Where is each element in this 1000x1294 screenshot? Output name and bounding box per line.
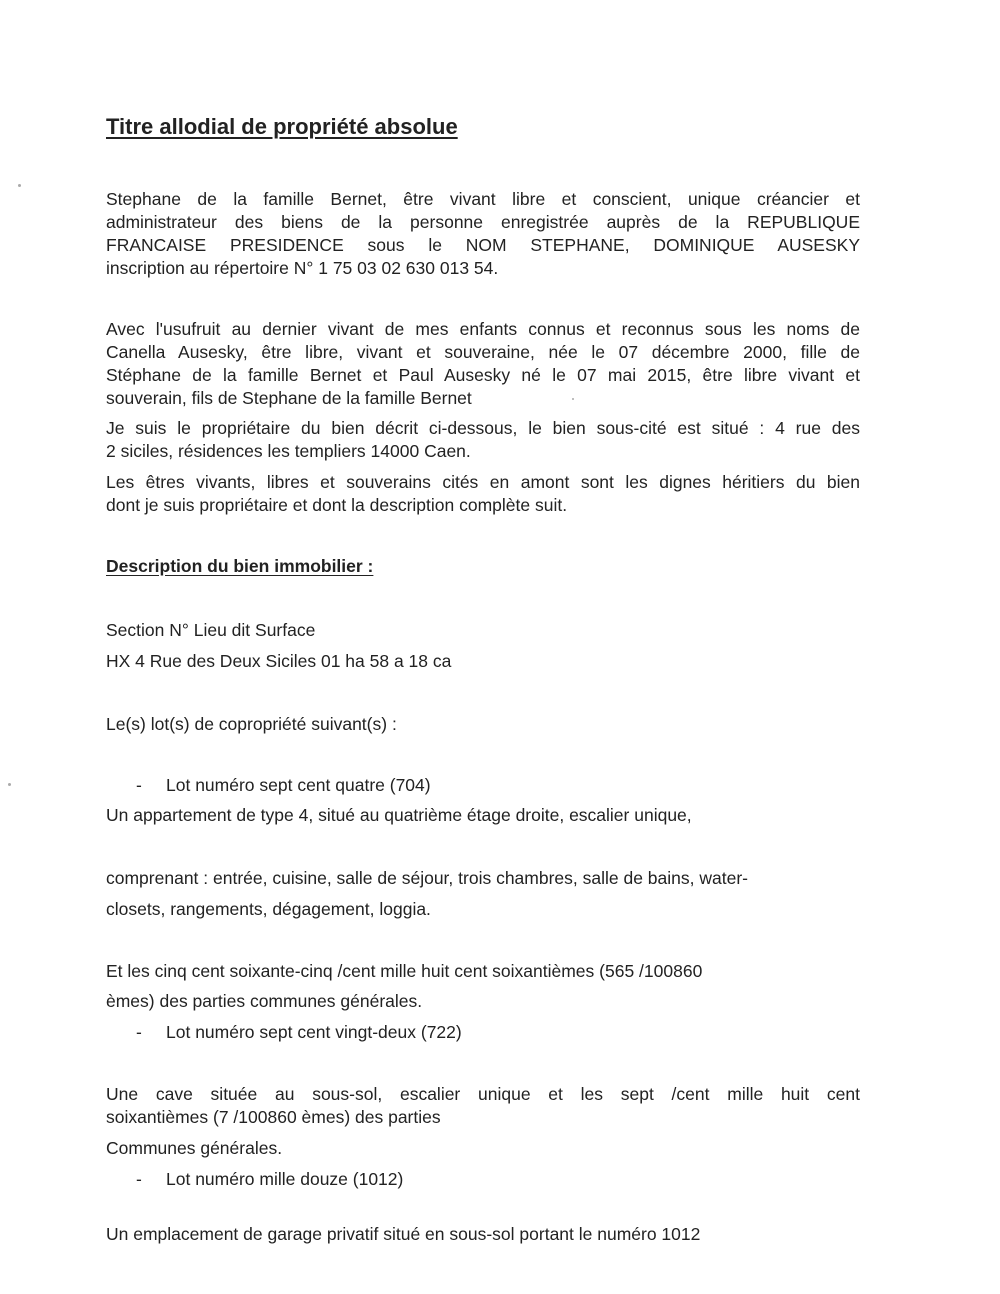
lots-intro: Le(s) lot(s) de copropriété suivant(s) : (106, 714, 397, 734)
intro-line-4: inscription au répertoire N° 1 75 03 02 630 013 54. (106, 258, 499, 278)
scan-speck (8, 783, 11, 786)
lot3-description: Un emplacement de garage privatif situé en sous-sol portant le numéro 1012 (106, 1224, 701, 1244)
scan-speck (18, 184, 21, 187)
usufruct-line-2: Canella Ausesky, être libre, vivant et souveraine, née le 07 décembre 2000, fille de (106, 342, 860, 362)
usufruct-line-3: Stéphane de la famille Bernet et Paul Ausesky né le 07 mai 2015, être libre vivant et (106, 365, 860, 385)
lot2-description-line-3: Communes générales. (106, 1138, 283, 1158)
lot2-title: Lot numéro sept cent vingt-deux (722) (166, 1022, 462, 1042)
scan-speck (572, 398, 574, 400)
lot3-bullet: - (136, 1169, 142, 1189)
lot3-title: Lot numéro mille douze (1012) (166, 1169, 404, 1189)
usufruct-line-4: souverain, fils de Stephane de la famille Bernet (106, 388, 472, 408)
owner-line-2: 2 siciles, résidences les templiers 14000 Caen. (106, 441, 471, 461)
lot2-description-line-1: Une cave située au sous-sol, escalier unique et les sept /cent mille huit cent (106, 1084, 860, 1104)
intro-line-1: Stephane de la famille Bernet, être vivant libre et conscient, unique créancier et (106, 189, 860, 209)
lot1-title: Lot numéro sept cent quatre (704) (166, 775, 431, 795)
heirs-line-1: Les êtres vivants, libres et souverains cités en amont sont les dignes héritiers du bien (106, 472, 860, 492)
section-header: Section N° Lieu dit Surface (106, 620, 316, 640)
heirs-line-2: dont je suis propriétaire et dont la description complète suit. (106, 495, 568, 515)
lot2-description-line-2: soixantièmes (7 /100860 èmes) des parties (106, 1107, 441, 1127)
lot1-rooms-line-1: comprenant : entrée, cuisine, salle de séjour, trois chambres, salle de bains, water- (106, 868, 748, 888)
lot1-share-line-2: èmes) des parties communes générales. (106, 991, 423, 1011)
intro-line-3: FRANCAISE PRESIDENCE sous le NOM STEPHANE, DOMINIQUE AUSESKY (106, 235, 860, 255)
description-heading: Description du bien immobilier : (106, 556, 374, 576)
intro-line-2: administrateur des biens de la personne enregistrée auprès de la REPUBLIQUE (106, 212, 860, 232)
lot1-description: Un appartement de type 4, situé au quatrième étage droite, escalier unique, (106, 805, 692, 825)
lot1-rooms-line-2: closets, rangements, dégagement, loggia. (106, 899, 431, 919)
owner-line-1: Je suis le propriétaire du bien décrit ci-dessous, le bien sous-cité est situé : 4 rue des (106, 418, 860, 438)
usufruct-line-1: Avec l'usufruit au dernier vivant de mes enfants connus et reconnus sous les noms de (106, 319, 860, 339)
lot2-bullet: - (136, 1022, 142, 1042)
lot1-bullet: - (136, 775, 142, 795)
lot1-share-line-1: Et les cinq cent soixante-cinq /cent mille huit cent soixantièmes (565 /100860 (106, 961, 703, 981)
section-row: HX 4 Rue des Deux Siciles 01 ha 58 a 18 ca (106, 651, 452, 671)
document-title: Titre allodial de propriété absolue (106, 114, 458, 139)
